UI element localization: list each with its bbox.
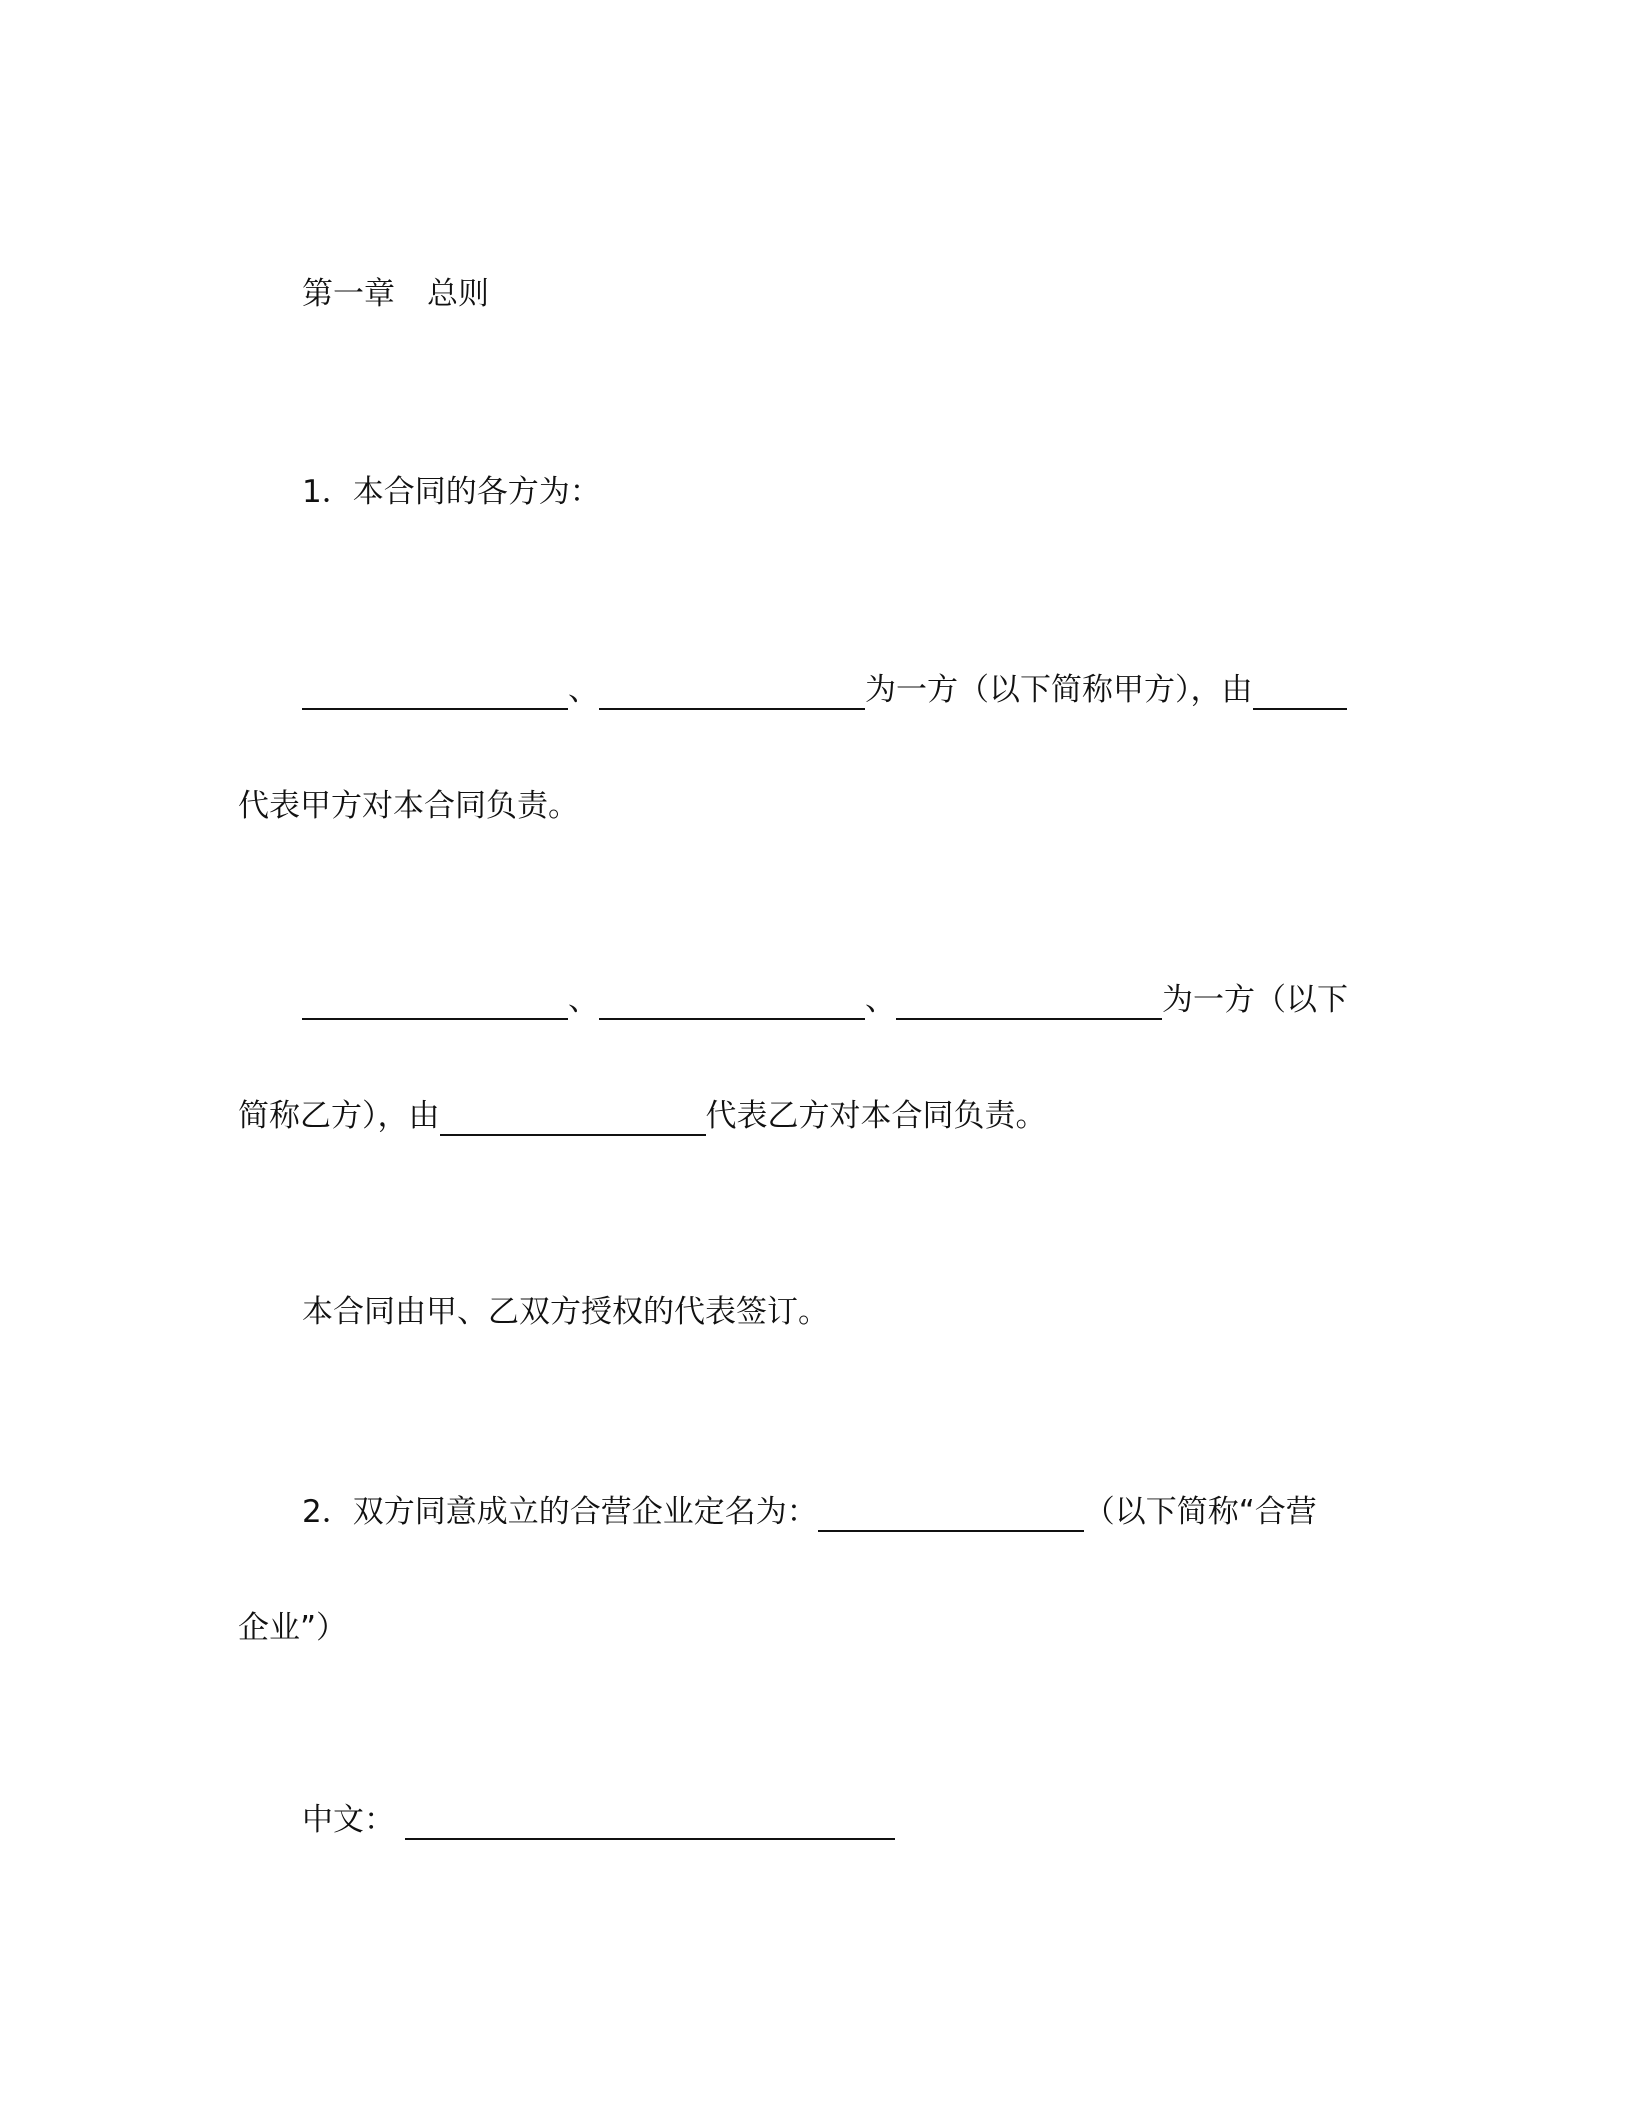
clause2-prefix: 2．双方同意成立的合营企业定名为：: [302, 1494, 818, 1530]
chinese-name-blank[interactable]: [405, 1804, 895, 1840]
party-b-suffix: 代表乙方对本合同负责。: [705, 1098, 1047, 1134]
chinese-name-line: [302, 1800, 895, 1840]
party-b-name-blank-2[interactable]: [599, 984, 865, 1020]
party-a-name-blank-2[interactable]: [599, 674, 865, 710]
party-b-representative-blank[interactable]: [440, 1100, 706, 1136]
party-b-line-2: [238, 1096, 1047, 1136]
party-b-line-1: [302, 980, 1348, 1020]
clause2-suffix: （以下简称“合营: [1083, 1494, 1317, 1530]
chapter-title: 总则: [427, 276, 489, 312]
chinese-name-label: 中文：: [302, 1802, 395, 1838]
chapter-number: 第一章: [302, 276, 395, 312]
separator: 、: [568, 982, 599, 1018]
party-a-line-2: 代表甲方对本合同负责。: [238, 788, 579, 824]
party-b-text: 为一方（以下: [1162, 982, 1348, 1018]
party-a-name-blank-1[interactable]: [302, 674, 568, 710]
signing-statement: 本合同由甲、乙双方授权的代表签订。: [302, 1294, 829, 1330]
clause2-line-1: [302, 1492, 1317, 1532]
clause1-intro: 1．本合同的各方为：: [302, 474, 601, 510]
party-b-name-blank-1[interactable]: [302, 984, 568, 1020]
party-b-name-blank-3[interactable]: [896, 984, 1162, 1020]
separator: 、: [865, 982, 896, 1018]
party-a-text: 为一方（以下简称甲方），由: [865, 672, 1253, 708]
chapter-heading: [302, 274, 489, 314]
joint-venture-name-blank[interactable]: [818, 1496, 1084, 1532]
party-a-line-1: [302, 670, 1347, 710]
party-b-prefix: 简称乙方），由: [238, 1098, 440, 1134]
clause2-line-2: 企业”）: [238, 1610, 348, 1646]
party-a-representative-blank[interactable]: [1253, 674, 1347, 710]
separator: 、: [568, 672, 599, 708]
